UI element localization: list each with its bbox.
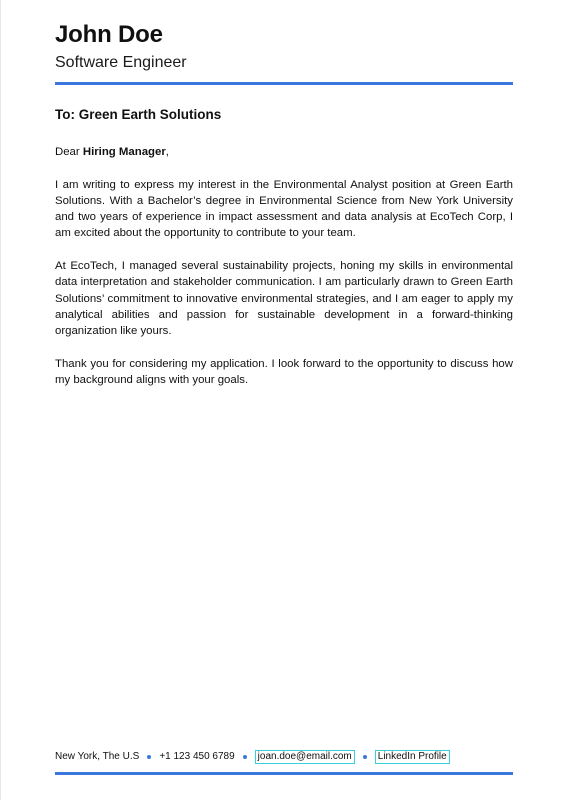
email-link[interactable]: joan.doe@email.com [255,750,355,764]
body-paragraph: At EcoTech, I managed several sustainability projects, honing my skills in environmental data interpretation and stakeholder communication. I am particularly drawn to Green Earth Solutions’ commitment to innovative environmental strategies, and I am eager to apply my analytical abilities and passion for sustainable development in a forward-thinking organization like yours. [55,260,513,338]
header-divider [55,82,513,85]
body-paragraph: I am writing to express my interest in the Environmental Analyst position at Green Earth Solutions. With a Bachelor’s degree in Environmental Science from New York University and two years of experience in impact assessment and data analysis at EcoTech Corp, I am excited about the opportunity to contribute to your team. [55,178,513,240]
separator-dot-icon [147,755,151,759]
body-paragraph: Thank you for considering my application. I look forward to the opportunity to discuss how my background aligns with your goals. [55,357,513,387]
applicant-name: John Doe [55,21,163,48]
separator-dot-icon [243,755,247,759]
separator-dot-icon [363,755,367,759]
footer-divider [55,772,513,775]
letter-header [55,20,513,74]
salutation [55,144,513,160]
contact-phone: +1 123 450 6789 [159,751,235,762]
contact-location: New York, The U.S [55,751,140,762]
letter-body [55,144,513,405]
salutation-prefix: Dear [55,146,83,158]
applicant-title: Software Engineer [55,54,187,71]
salutation-suffix: , [165,146,169,158]
linkedin-link[interactable]: LinkedIn Profile [375,750,450,764]
recipient-line: To: Green Earth Solutions [55,107,222,122]
contact-footer [55,750,525,764]
salutation-name: Hiring Manager [82,146,166,158]
